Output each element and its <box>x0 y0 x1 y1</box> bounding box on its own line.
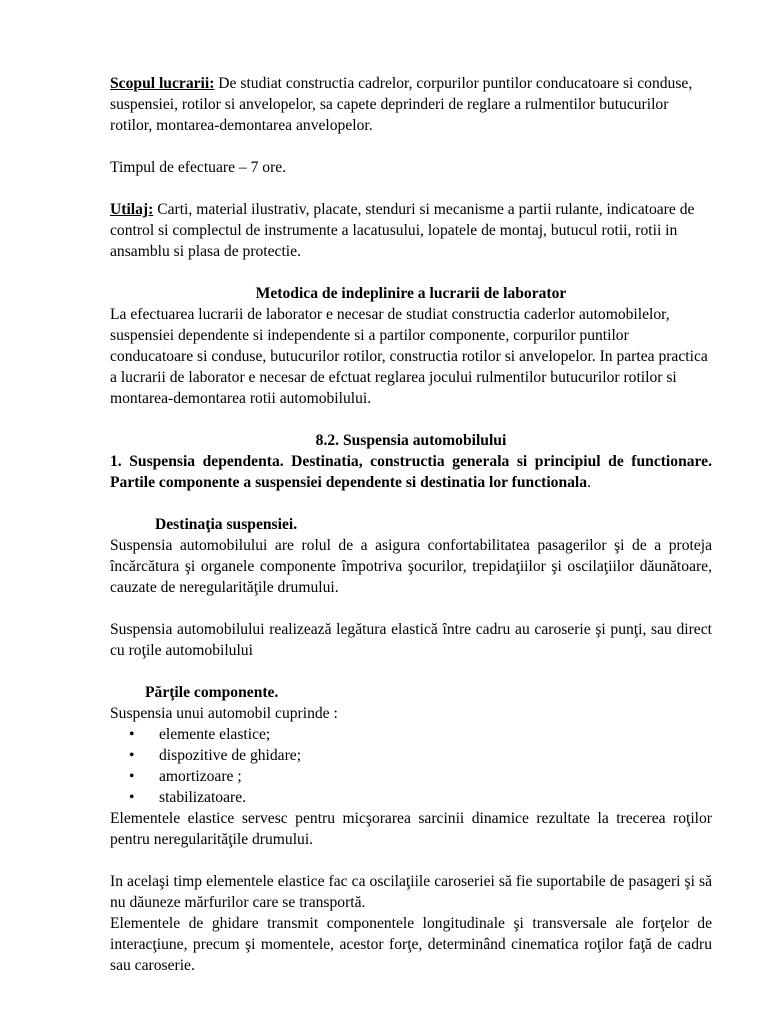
bullet-icon: • <box>129 747 135 764</box>
utilaj-text: Carti, material ilustrativ, placate, stenduri si mecanisme a partii rulante, indicatoare de control si complectul de instrumente a lacatusului, lopatele de montaj, butucul rotii, rotii in ansamblu si plasa de protectie. <box>110 201 695 260</box>
bullet-icon: • <box>129 726 135 743</box>
scop-paragraph <box>110 73 712 136</box>
section-title: 8.2. Suspensia automobilului <box>315 432 507 449</box>
destinatia-paragraph-2: Suspensia automobilului realizează legătura elastică între cadru au caroserie şi punţi, sau direct cu roţile automobilului <box>110 621 712 659</box>
partile-paragraph-1: Elementele elastice servesc pentru micşorarea sarcinii dinamice rezultate la trecerea roţilor pentru neregularităţile drumului. <box>110 810 712 848</box>
metodica-paragraph: La efectuarea lucrarii de laborator e necesar de studiat constructia caderlor automobilelor, suspensiei dependente si independente si a partilor componente, corpurilor puntilor conducatoare si conduse, butucurilor rotilor, constructia rotilor si anvelopelor. In partea practica a lucrarii de laborator e necesar de efctuat reglarea jocului rulmentilor butucurilor rotilor si montarea-demontarea rotii automobilului. <box>110 306 708 407</box>
section-heading <box>110 451 712 493</box>
partile-heading: Părţile componente. <box>145 684 279 701</box>
utilaj-paragraph <box>110 199 712 262</box>
timp-paragraph: Timpul de efectuare – 7 ore. <box>110 159 287 176</box>
section-heading-text: 1. Suspensia dependenta. Destinatia, constructia generala si principiul de functionare. Partile componente a suspensiei dependente si destinatia lor functionala <box>110 453 712 491</box>
destinatia-heading: Destinaţia suspensiei. <box>155 516 298 533</box>
destinatia-paragraph-1: Suspensia automobilului are rolul de a asigura confortabilitatea pasagerilor şi de a proteja încărcătura şi organele componente împotriva şocurilor, trepidaţiilor şi oscilaţiilor dăunătoare, cauzate de neregularităţile drumului. <box>110 537 712 596</box>
scop-label: Scopul lucrarii: <box>110 75 215 92</box>
partile-paragraph-3: Elementele de ghidare transmit componentele longitudinale şi transversale ale forţelor de interacţiune, precum şi momentele, acestor forţe, determinând cinematica roţilor faţă de cadru sau caroserie. <box>110 915 712 974</box>
list-item: • amortizoare ; <box>129 768 242 785</box>
bullet-icon: • <box>129 789 135 806</box>
components-list <box>110 724 712 808</box>
metodica-heading: Metodica de indeplinire a lucrarii de laborator <box>255 285 567 302</box>
bullet-icon: • <box>129 768 135 785</box>
list-item: • dispozitive de ghidare; <box>129 747 302 764</box>
section-heading-end: . <box>587 474 591 491</box>
utilaj-label: Utilaj: <box>110 201 154 218</box>
list-item: • elemente elastice; <box>129 726 271 743</box>
scop-text: De studiat constructia cadrelor, corpurilor puntilor conducatoare si conduse, suspensiei, rotilor si anvelopelor, sa capete deprinderi de reglare a rulmentilor butucurilor rotilor, montarea-demontarea anvelopelor. <box>110 75 693 134</box>
partile-intro: Suspensia unui automobil cuprinde : <box>110 705 338 722</box>
partile-paragraph-2: In acelaşi timp elementele elastice fac ca oscilaţiile caroseriei să fie suportabile de pasageri şi să nu dăuneze mărfurilor care se transportă. <box>110 873 712 911</box>
list-item: • stabilizatoare. <box>129 789 247 806</box>
